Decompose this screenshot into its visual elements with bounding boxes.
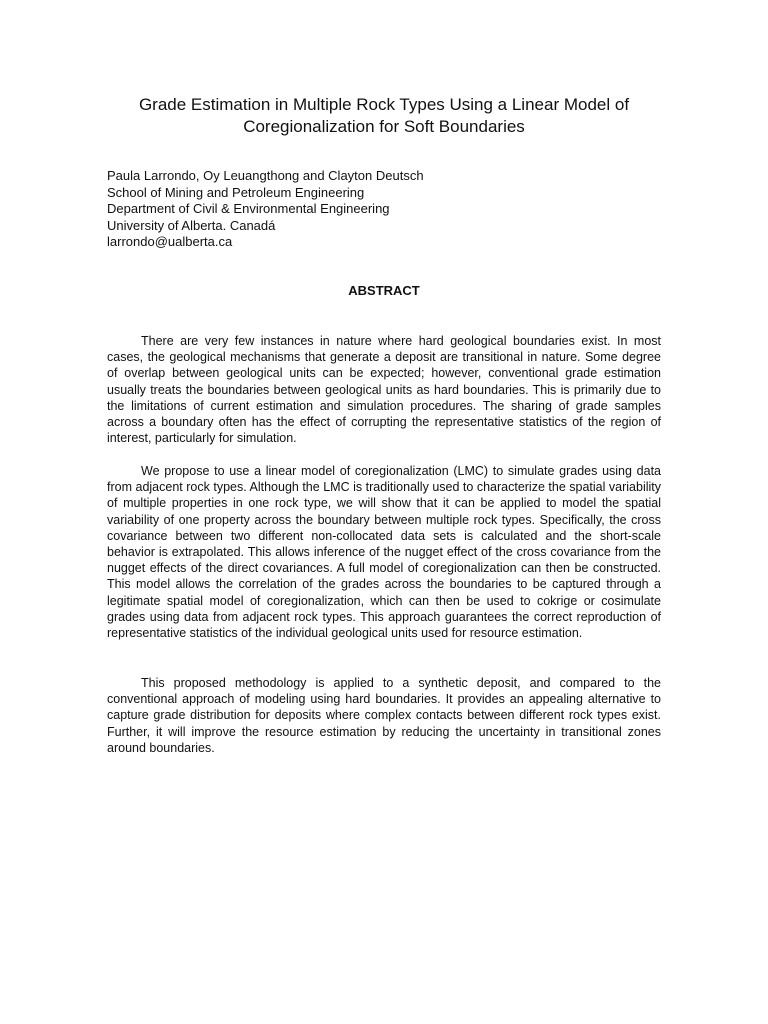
abstract-paragraph-1-text: There are very few instances in nature where hard geological boundaries exist. In most cases, the geological mechanisms that generate a deposit are transitional in nature. Some degree of overlap between geological units can be expected; however, conventional grade estimation usually treats the boundaries between geological units as hard boundaries. This is primarily due to the limitations of current estimation and simulation procedures. The sharing of grade samples across a boundary often has the effect of corrupting the representative statistics of the region of interest, particularly for simulation. [107, 334, 661, 446]
author-email: larrondo@ualberta.ca [107, 234, 233, 249]
paper-title-line-2: Coregionalization for Soft Boundaries [243, 117, 525, 136]
affiliation-department: Department of Civil & Environmental Engineering [107, 201, 390, 216]
paper-title [100, 94, 668, 138]
author-names: Paula Larrondo, Oy Leuangthong and Clayton Deutsch [107, 168, 424, 183]
affiliation-school: School of Mining and Petroleum Engineering [107, 184, 365, 200]
affiliation-university: University of Alberta. Canadá [107, 217, 276, 233]
abstract-paragraph-2 [107, 463, 661, 641]
author-block [107, 168, 667, 251]
abstract-paragraph-3-text: This proposed methodology is applied to a synthetic deposit, and compared to the conventional approach of modeling using hard boundaries. It provides an appealing alternative to capture grade distribution for deposits where complex contacts between different rock types exist. Further, it will improve the resource estimation by reducing the uncertainty in transitional zones around boundaries. [107, 676, 661, 755]
abstract-paragraph-1 [107, 333, 661, 446]
abstract-paragraph-2-text: We propose to use a linear model of coregionalization (LMC) to simulate grades using data from adjacent rock types. Although the LMC is traditionally used to characterize the spatial variability of multiple properties in one rock type, we will show that it can be applied to model the spatial variability of one property across the boundary between multiple rock types. Specifically, the cross covariance between two different non-collocated data sets is calculated and the short-scale behavior is extrapolated. This allows inference of the nugget effect of the cross covariance from the nugget effects of the direct covariances. A full model of coregionalization can then be constructed. This model allows the correlation of the grades across the boundaries to be captured through a legitimate spatial model of coregionalization, which can then be used to cokrige or cosimulate grades using data from adjacent rock types. This approach guarantees the correct reproduction of representative statistics of the individual geological units used for resource estimation. [107, 464, 661, 641]
paper-title-line-1: Grade Estimation in Multiple Rock Types Using a Linear Model of [138, 95, 630, 114]
abstract-paragraph-3 [107, 675, 661, 756]
abstract-heading: ABSTRACT [348, 283, 420, 298]
